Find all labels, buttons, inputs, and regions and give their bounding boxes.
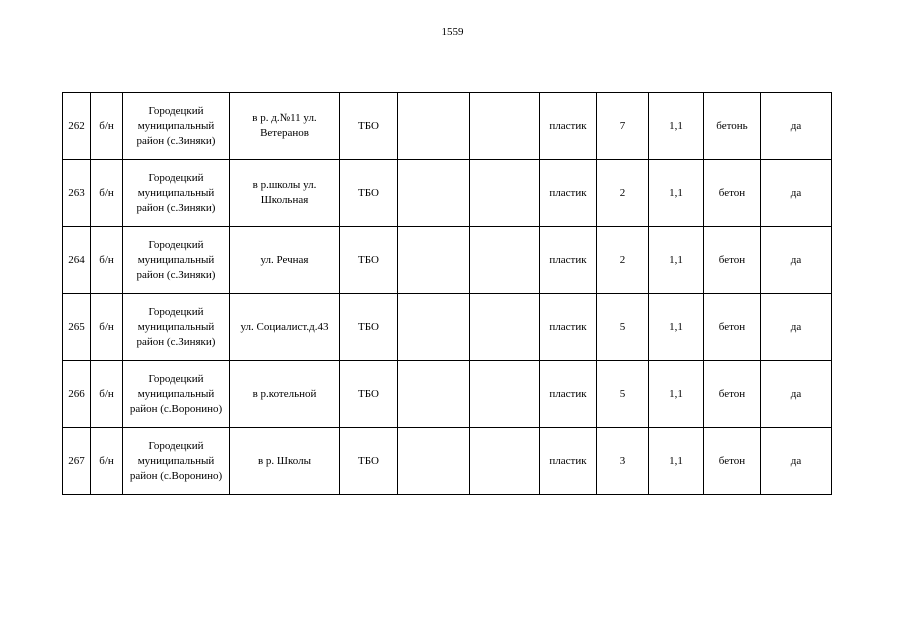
container-volume-cell: 1,1 — [649, 428, 704, 495]
row-number-cell: 263 — [63, 160, 91, 227]
table-row — [63, 227, 832, 294]
container-count-cell: 2 — [597, 160, 649, 227]
registry-number-cell: б/н — [91, 428, 123, 495]
container-volume-cell: 1,1 — [649, 227, 704, 294]
empty-cell — [470, 428, 540, 495]
district-line: Городецкий — [148, 171, 204, 184]
registry-number-cell: б/н — [91, 361, 123, 428]
location-line: ул. Социалист.д.43 — [240, 320, 329, 333]
surface-type-cell: бетон — [704, 227, 761, 294]
empty-cell — [470, 361, 540, 428]
table-row — [63, 361, 832, 428]
row-number-cell: 262 — [63, 93, 91, 160]
table-row — [63, 294, 832, 361]
table-row — [63, 160, 832, 227]
table-row — [63, 93, 832, 160]
district-line: Городецкий — [148, 238, 204, 251]
district-cell — [123, 428, 230, 495]
surface-type-cell: бетон — [704, 160, 761, 227]
district-cell — [123, 294, 230, 361]
empty-cell — [398, 160, 470, 227]
empty-cell — [398, 361, 470, 428]
surface-type-cell: бетонь — [704, 93, 761, 160]
fence-cell: да — [761, 93, 832, 160]
fence-cell: да — [761, 227, 832, 294]
surface-type-cell: бетон — [704, 428, 761, 495]
container-material-cell: пластик — [540, 294, 597, 361]
registry-number-cell: б/н — [91, 160, 123, 227]
row-number-cell: 267 — [63, 428, 91, 495]
location-cell — [230, 361, 340, 428]
container-material-cell: пластик — [540, 160, 597, 227]
container-count-cell: 5 — [597, 361, 649, 428]
table-body — [63, 93, 832, 495]
row-number-cell: 266 — [63, 361, 91, 428]
waste-type-cell: ТБО — [340, 160, 398, 227]
district-line: муниципальный — [137, 253, 215, 266]
district-cell — [123, 227, 230, 294]
location-cell — [230, 160, 340, 227]
empty-cell — [470, 160, 540, 227]
district-cell — [123, 361, 230, 428]
location-line: в р.школы ул. — [252, 179, 317, 191]
empty-cell — [398, 428, 470, 495]
container-material-cell: пластик — [540, 361, 597, 428]
fence-cell: да — [761, 428, 832, 495]
waste-type-cell: ТБО — [340, 428, 398, 495]
district-line: Городецкий — [148, 305, 204, 318]
container-material-cell: пластик — [540, 93, 597, 160]
location-cell — [230, 93, 340, 160]
waste-type-cell: ТБО — [340, 294, 398, 361]
district-line: район (с.Зиняки) — [136, 335, 216, 348]
registry-number-cell: б/н — [91, 227, 123, 294]
district-line: муниципальный — [137, 119, 215, 132]
location-line: ул. Речная — [260, 253, 309, 266]
container-material-cell: пластик — [540, 428, 597, 495]
container-count-cell: 5 — [597, 294, 649, 361]
empty-cell — [470, 227, 540, 294]
surface-type-cell: бетон — [704, 361, 761, 428]
container-volume-cell: 1,1 — [649, 361, 704, 428]
fence-cell: да — [761, 160, 832, 227]
location-line: в р. д.№11 ул. — [252, 112, 317, 124]
empty-cell — [398, 294, 470, 361]
district-line: район (с.Воронино) — [129, 402, 223, 415]
district-line: район (с.Зиняки) — [136, 268, 216, 281]
location-line: Ветеранов — [260, 127, 309, 139]
location-cell — [230, 227, 340, 294]
container-volume-cell: 1,1 — [649, 93, 704, 160]
container-count-cell: 7 — [597, 93, 649, 160]
waste-type-cell: ТБО — [340, 361, 398, 428]
container-count-cell: 3 — [597, 428, 649, 495]
empty-cell — [470, 294, 540, 361]
empty-cell — [398, 93, 470, 160]
table-row — [63, 428, 832, 495]
fence-cell: да — [761, 361, 832, 428]
surface-type-cell: бетон — [704, 294, 761, 361]
district-line: район (с.Зиняки) — [136, 134, 216, 147]
container-count-cell: 2 — [597, 227, 649, 294]
registry-number-cell: б/н — [91, 294, 123, 361]
registry-number-cell: б/н — [91, 93, 123, 160]
district-line: муниципальный — [137, 320, 215, 333]
district-line: муниципальный — [137, 454, 215, 467]
row-number-cell: 265 — [63, 294, 91, 361]
container-volume-cell: 1,1 — [649, 294, 704, 361]
district-line: Городецкий — [148, 372, 204, 385]
row-number-cell: 264 — [63, 227, 91, 294]
empty-cell — [398, 227, 470, 294]
location-cell — [230, 294, 340, 361]
district-line: муниципальный — [137, 387, 215, 400]
registry-table — [62, 92, 832, 495]
container-volume-cell: 1,1 — [649, 160, 704, 227]
waste-type-cell: ТБО — [340, 93, 398, 160]
district-line: Городецкий — [148, 104, 204, 117]
district-line: район (с.Зиняки) — [136, 201, 216, 214]
waste-type-cell: ТБО — [340, 227, 398, 294]
district-line: муниципальный — [137, 186, 215, 199]
district-cell — [123, 160, 230, 227]
location-line: в р.котельной — [252, 387, 317, 400]
page-number: 1559 — [441, 26, 464, 38]
empty-cell — [470, 93, 540, 160]
district-line: район (с.Воронино) — [129, 469, 223, 482]
location-cell — [230, 428, 340, 495]
container-material-cell: пластик — [540, 227, 597, 294]
district-line: Городецкий — [148, 439, 204, 452]
location-line: Школьная — [260, 194, 309, 206]
location-line: в р. Школы — [257, 454, 312, 467]
fence-cell: да — [761, 294, 832, 361]
district-cell — [123, 93, 230, 160]
